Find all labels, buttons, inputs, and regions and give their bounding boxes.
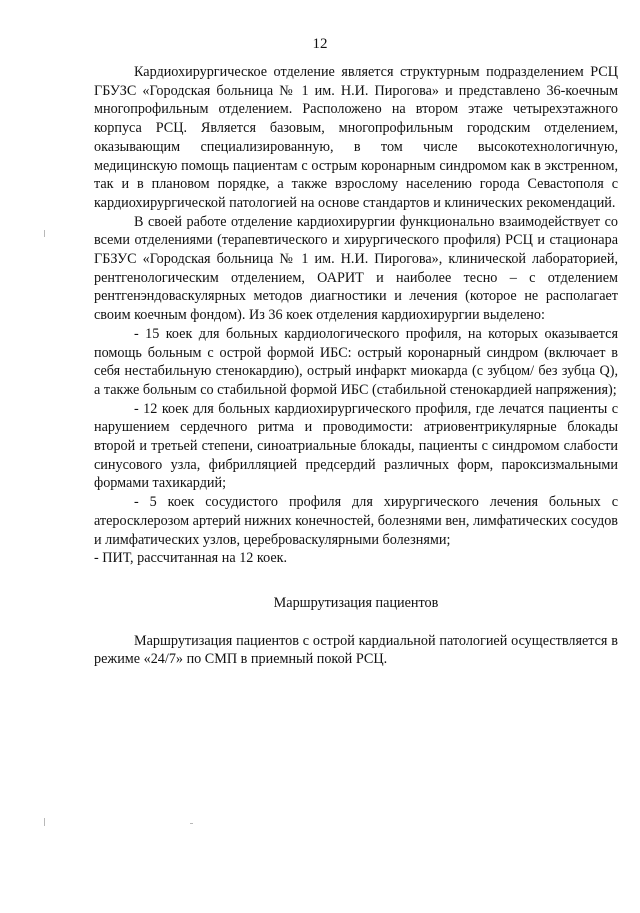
- scan-artifact: [190, 823, 193, 824]
- paragraph-department-description: Кардиохирургическое отделение является структурным подразделением РСЦ ГБУЗС «Городская больница № 1 им. Н.И. Пирогова» и представлено 36-коечным многопрофильным отделением. Расположено на втором этаже четырехэтажного корпуса РСЦ. Является базовым, многопрофильным городским отделением, оказывающим специализированную, в том числе высокотехнологичную, медицинскую помощь пациентам с острым коронарным синдромом как в экстренном, так и в плановом порядке, а также взрослому населению города Севастополя с кардиохирургической патологией на основе стандартов и клинических рекомендаций.: [94, 64, 618, 211]
- section-heading-patient-routing: Маршрутизация пациентов: [273, 594, 439, 611]
- scan-artifact: [44, 230, 45, 237]
- list-item-cardiology-beds: - 15 коек для больных кардиологического профиля, на которых оказывается помощь больным с острой формой ИБС: острый коронарный синдром (включает в себя нестабильную стенокардию), острый инфаркт миокарда (с зубцом/ без зубца Q), а также больным со стабильной формой ИБС (стабильной стенокардией напряжения);: [94, 325, 618, 398]
- page-number: 12: [312, 36, 328, 52]
- list-item-cardiosurgery-beds: - 12 коек для больных кардиохирургического профиля, где лечатся пациенты с нарушением сердечного ритма и проводимости: атриовентрикулярные блокады второй и третьей степени, синоатриальные блокады, пациенты с синдромом слабости синусового узла, фибрилляцией предсердий различных форм, пароксизмальными формами тахикардий;: [94, 400, 618, 492]
- document-body: [94, 63, 618, 669]
- paragraph-department-interaction: В своей работе отделение кардиохирургии функционально взаимодействует со всеми отделениями (терапевтического и хирургического профиля) РСЦ и стационара ГБЗУС «Городская больница № 1 им. Н.И. Пирогова», клинической лабораторией, рентгенологическим отделением, ОАРИТ и наиболее тесно – с отделением рентгенэндоваскулярных методов диагностики и лечения (которое не располагает своим коечным фондом). Из 36 коек отделения кардиохирургии выделено:: [94, 213, 618, 324]
- paragraph-patient-routing: Маршрутизация пациентов с острой кардиальной патологией осуществляется в режиме «24/7» по СМП в приемный покой РСЦ.: [94, 632, 618, 668]
- scan-artifact: [44, 818, 45, 826]
- list-item-icu-beds: - ПИТ, рассчитанная на 12 коек.: [94, 550, 288, 567]
- list-item-vascular-beds: - 5 коек сосудистого профиля для хирургического лечения больных с атеросклерозом артерий нижних конечностей, болезнями вен, лимфатических сосудов и лимфатических узлов, цереброваскулярными болезнями;: [94, 494, 618, 548]
